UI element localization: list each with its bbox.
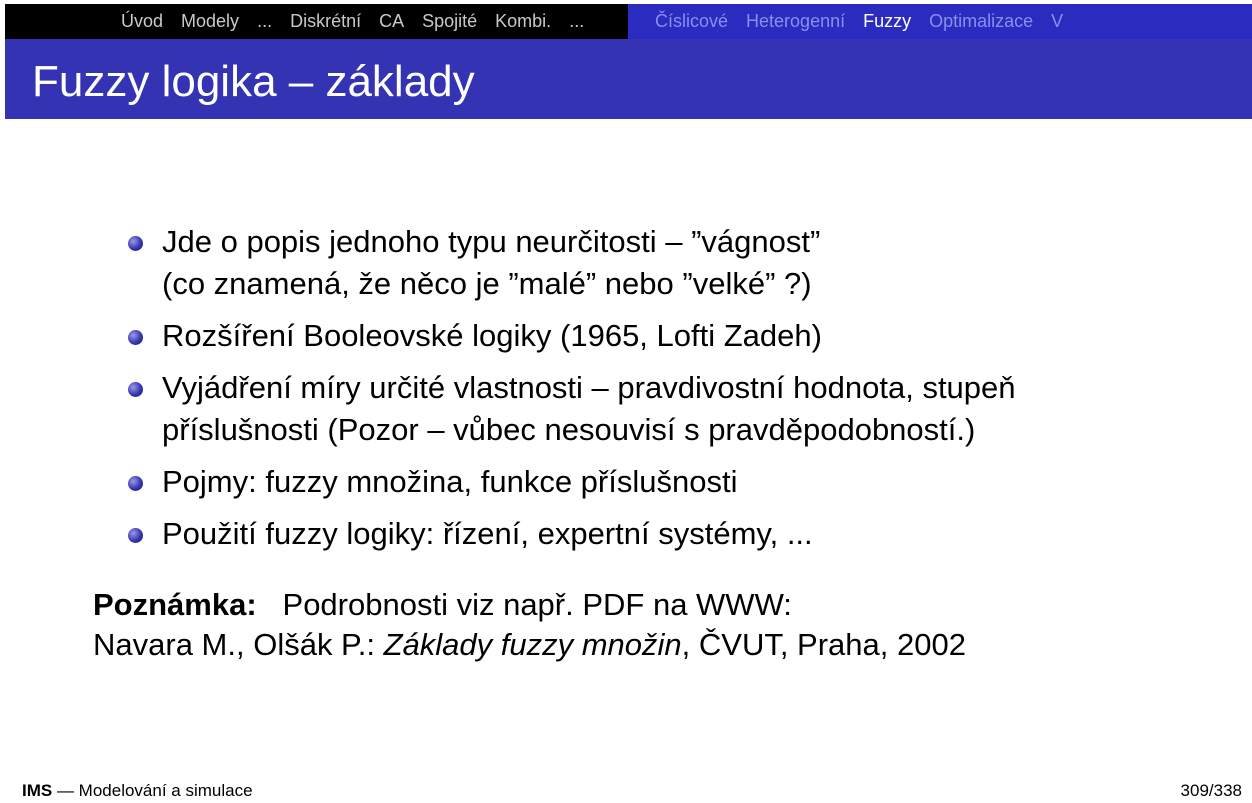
left-edge [0, 0, 5, 803]
bullet-item [128, 315, 1228, 357]
bullet-item [128, 461, 1228, 503]
nav-item-optimalizace[interactable]: Optimalizace [929, 11, 1034, 31]
nav-item-ellipsis-2[interactable]: ... [569, 11, 585, 31]
footer-course [22, 781, 253, 801]
note-block [93, 585, 966, 665]
section-nav-left [5, 4, 628, 39]
bullet-item [128, 367, 1228, 451]
note-reference [93, 625, 966, 665]
note-line [93, 585, 966, 625]
bullet-dot-icon [128, 382, 143, 397]
bullet-text: Vyjádření míry určité vlastnosti – pravdivostní hodnota, stupeň [162, 370, 1016, 405]
nav-item-heterogenni[interactable]: Heterogenní [746, 11, 846, 31]
bullet-text: Jde o popis jednoho typu neurčitosti – ”vágnost” [162, 224, 821, 259]
nav-item-uvod[interactable]: Úvod [121, 11, 164, 31]
bullet-text: Použití fuzzy logiky: řízení, expertní systémy, ... [162, 516, 813, 551]
title-bar [5, 39, 1252, 119]
bullet-text: (co znamená, že něco je ”malé” nebo ”velké” ?) [162, 266, 812, 301]
bullet-dot-icon [128, 528, 143, 543]
bullet-item [128, 221, 1228, 305]
reference-authors: Navara M., Olšák P.: [93, 627, 384, 662]
nav-item-fuzzy[interactable]: Fuzzy [863, 11, 912, 31]
nav-item-spojite[interactable]: Spojité [422, 11, 478, 31]
bullet-list [128, 221, 1228, 565]
bullet-text: Rozšíření Booleovské logiky (1965, Lofti Zadeh) [162, 318, 822, 353]
bullet-text: příslušnosti (Pozor – vůbec nesouvisí s pravděpodobností.) [162, 412, 976, 447]
slide-title: Fuzzy logika – základy [32, 57, 475, 106]
bullet-item [128, 513, 1228, 555]
bullet-dot-icon [128, 330, 143, 345]
bullet-text: Pojmy: fuzzy množina, funkce příslušnosti [162, 464, 738, 499]
nav-item-diskretni[interactable]: Diskrétní [290, 11, 362, 31]
nav-item-v[interactable]: V [1051, 11, 1064, 31]
section-nav-right [628, 4, 1252, 39]
bullet-dot-icon [128, 236, 143, 251]
footer-course-short: IMS [22, 781, 53, 800]
reference-publisher: , ČVUT, Praha, 2002 [681, 627, 966, 662]
nav-item-modely[interactable]: Modely [181, 11, 240, 31]
nav-item-ca[interactable]: CA [379, 11, 405, 31]
nav-item-kombi[interactable]: Kombi. [495, 11, 552, 31]
page-number: 309/338 [1180, 781, 1242, 800]
bullet-dot-icon [128, 476, 143, 491]
nav-item-cislicove[interactable]: Číslicové [655, 11, 729, 31]
note-text: Podrobnosti viz např. PDF na WWW: [282, 587, 792, 622]
footer-course-long: — Modelování a simulace [52, 781, 253, 800]
reference-title: Základy fuzzy množin [383, 627, 682, 662]
note-label: Poznámka: [93, 587, 257, 622]
nav-item-ellipsis[interactable]: ... [257, 11, 273, 31]
